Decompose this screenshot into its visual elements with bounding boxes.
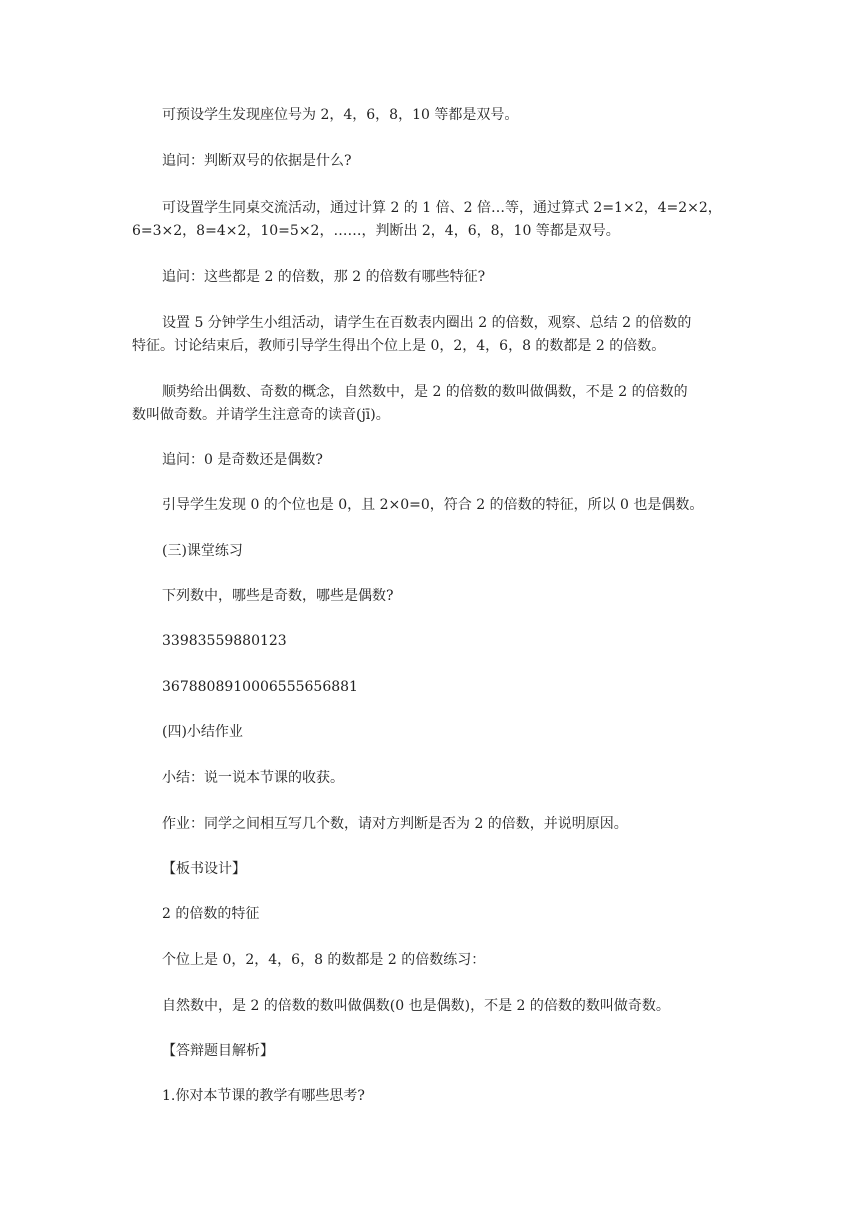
- defense-question-1: 1.你对本节课的教学有哪些思考?: [162, 1088, 365, 1104]
- section-heading-practice: (三)课堂练习: [162, 543, 243, 559]
- paragraph-5-line-2: 特征。讨论结束后，教师引导学生得出个位上是 0，2，4，6，8 的数都是 2 的倍数。: [132, 338, 666, 354]
- paragraph-10-line-1: 下列数中，哪些是奇数，哪些是偶数?: [162, 588, 394, 604]
- paragraph-3-line-2: 6=3×2，8=4×2，10=5×2，……，判断出 2，4，6，8，10 等都是双号。: [132, 223, 620, 239]
- section-heading-summary: (四)小结作业: [162, 724, 243, 740]
- paragraph-7-line-1: 追问：0 是奇数还是偶数?: [162, 452, 323, 468]
- section-heading-board-design: 【板书设计】: [162, 861, 246, 877]
- paragraph-6-line-2: 数叫做奇数。并请学生注意奇的读音(jī)。: [132, 407, 390, 423]
- number-sequence-1: 33983559880123: [162, 633, 287, 649]
- paragraph-3-line-1: 可设置学生同桌交流活动，通过计算 2 的 1 倍、2 倍…等，通过算式 2=1×2，4=2×2，: [162, 200, 722, 216]
- board-line-1: 个位上是 0，2，4，6，8 的数都是 2 的倍数练习：: [162, 952, 486, 968]
- paragraph-4-line-1: 追问：这些都是 2 的倍数，那 2 的倍数有哪些特征?: [162, 269, 486, 285]
- board-title: 2 的倍数的特征: [162, 906, 260, 922]
- board-line-2: 自然数中，是 2 的倍数的数叫做偶数(0 也是偶数)，不是 2 的倍数的数叫做奇数。: [162, 998, 670, 1014]
- paragraph-5-line-1: 设置 5 分钟学生小组活动，请学生在百数表内圈出 2 的倍数，观察、总结 2 的倍数的: [162, 315, 692, 331]
- paragraph-2-line-1: 追问：判断双号的依据是什么?: [162, 153, 352, 169]
- paragraph-1-line-1: 可预设学生发现座位号为 2，4，6，8，10 等都是双号。: [162, 107, 519, 123]
- paragraph-8-line-1: 引导学生发现 0 的个位也是 0，且 2×0=0，符合 2 的倍数的特征，所以 0 也是偶数。: [162, 497, 704, 513]
- section-heading-defense: 【答辩题目解析】: [162, 1043, 274, 1059]
- paragraph-6-line-1: 顺势给出偶数、奇数的概念，自然数中，是 2 的倍数的数叫做偶数，不是 2 的倍数的: [162, 384, 688, 400]
- paragraph-15-line-1: 作业：同学之间相互写几个数，请对方判断是否为 2 的倍数，并说明原因。: [162, 816, 628, 832]
- number-sequence-2: 36788089100065556568​81: [162, 679, 358, 695]
- paragraph-14-line-1: 小结：说一说本节课的收获。: [162, 770, 344, 786]
